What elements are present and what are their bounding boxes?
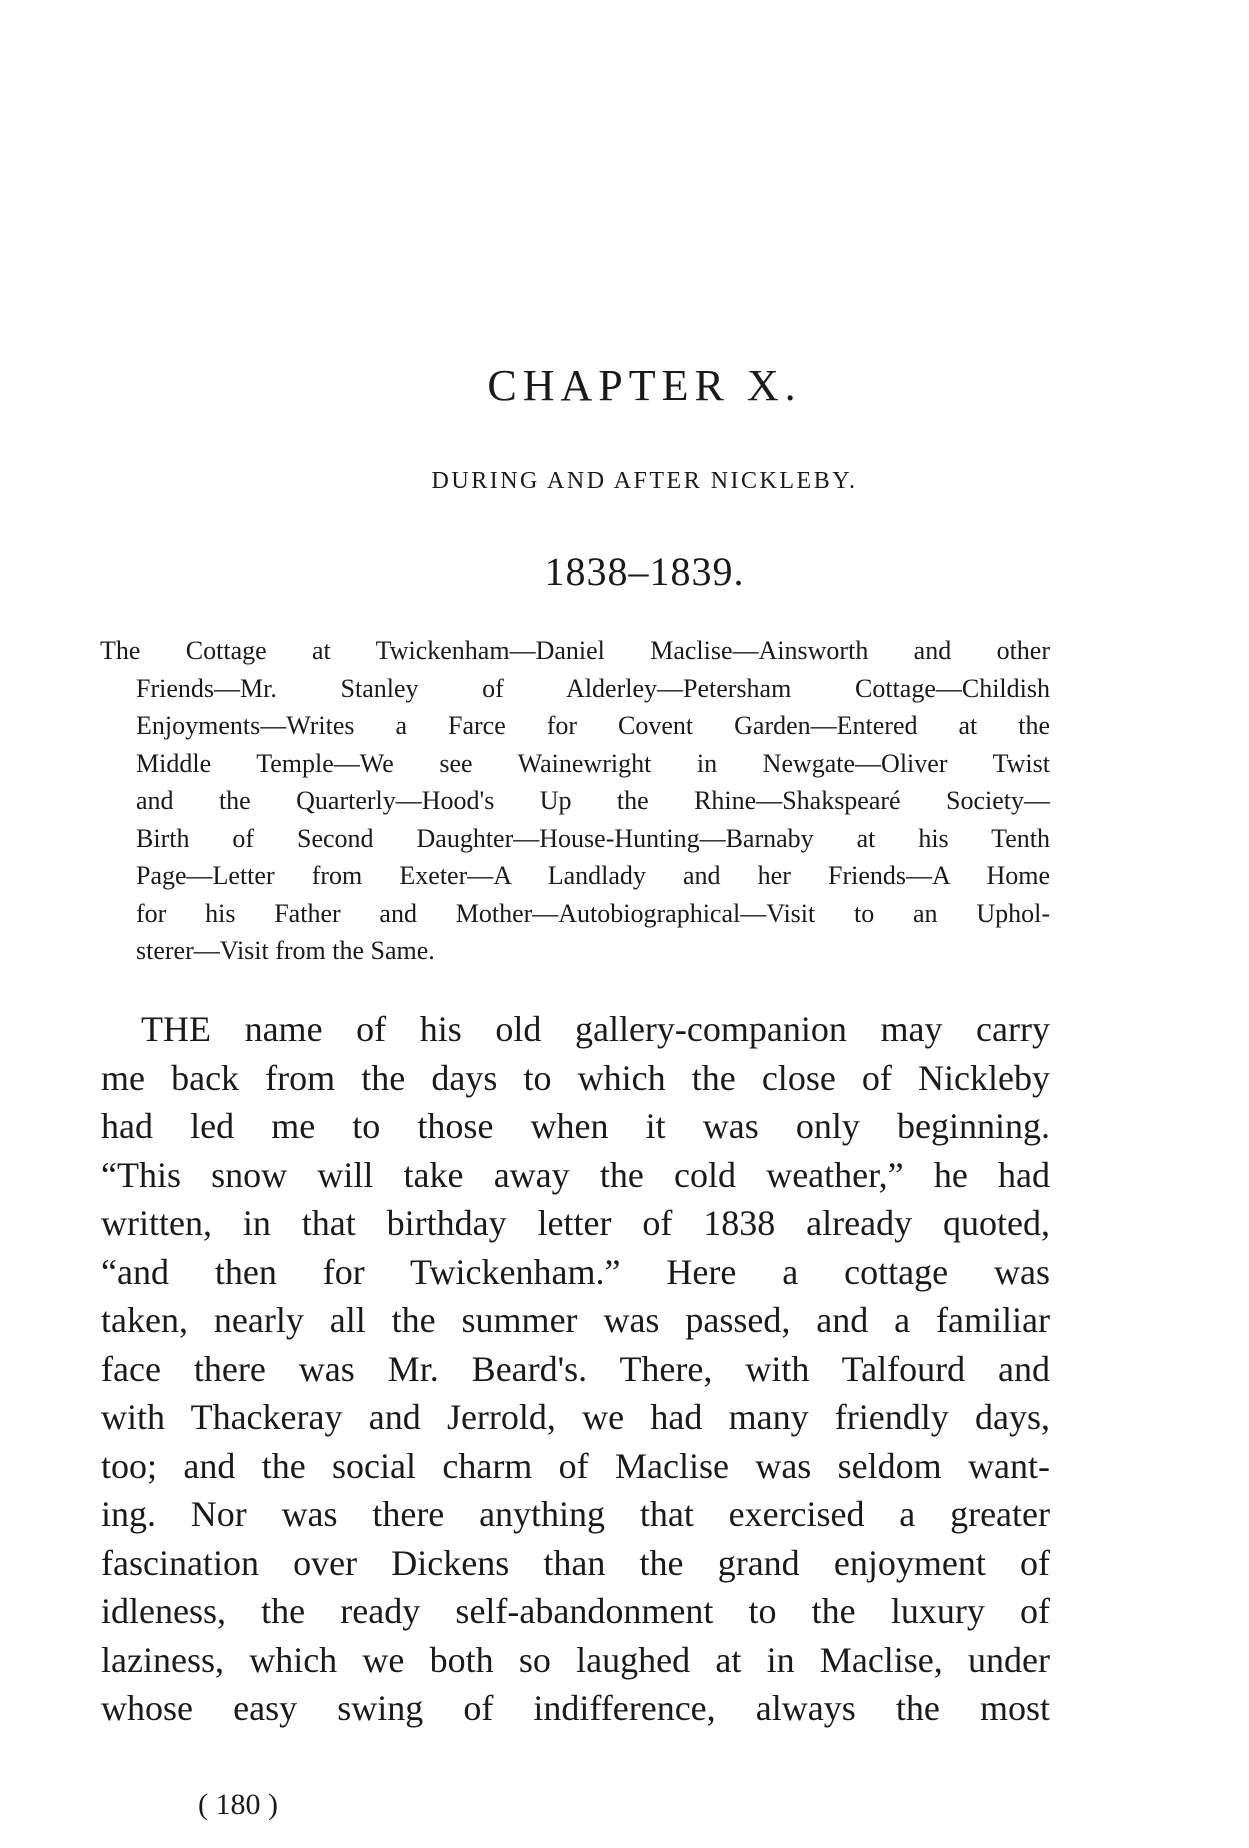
- synopsis-line: The Cottage at Twickenham—Daniel Maclise—Ainsworth and other: [100, 636, 1050, 665]
- chapter-synopsis: [100, 632, 1050, 970]
- body-line: whose easy swing of indifference, always the most: [101, 1688, 1050, 1728]
- synopsis-line: Middle Temple—We see Wainewright in Newgate—Oliver Twist: [136, 748, 1050, 778]
- body-line: taken, nearly all the summer was passed, and a familiar: [101, 1300, 1050, 1340]
- body-line: idleness, the ready self-abandonment to the luxury of: [101, 1591, 1050, 1631]
- body-line: me back from the days to which the close of Nickleby: [101, 1057, 1050, 1098]
- synopsis-line: sterer—Visit from the Same.: [136, 936, 435, 965]
- chapter-years: 1838–1839.: [544, 549, 745, 594]
- body-line: fascination over Dickens than the grand enjoyment of: [101, 1542, 1050, 1583]
- body-line: THE name of his old gallery-companion may carry: [141, 1009, 1050, 1049]
- synopsis-line: Birth of Second Daughter—House-Hunting—Barnaby at his Tenth: [136, 823, 1050, 853]
- body-line: written, in that birthday letter of 1838 already quoted,: [101, 1203, 1050, 1243]
- body-paragraph: [101, 1005, 1050, 1733]
- body-line: ing. Nor was there anything that exercised a greater: [101, 1494, 1050, 1534]
- body-line: too; and the social charm of Maclise was seldom want-: [101, 1445, 1050, 1486]
- page-number: ( 180 ): [198, 1788, 278, 1821]
- chapter-title: CHAPTER X.: [487, 361, 802, 410]
- body-line: “This snow will take away the cold weather,” he had: [101, 1154, 1050, 1195]
- synopsis-line: for his Father and Mother—Autobiographical—Visit to an Uphol-: [136, 898, 1050, 928]
- synopsis-line: Friends—Mr. Stanley of Alderley—Petersham Cottage—Childish: [136, 673, 1050, 703]
- synopsis-line: Page—Letter from Exeter—A Landlady and her Friends—A Home: [136, 861, 1050, 890]
- body-line: had led me to those when it was only beginning.: [101, 1106, 1050, 1146]
- body-line: “and then for Twickenham.” Here a cottage was: [101, 1251, 1050, 1292]
- body-line: with Thackeray and Jerrold, we had many friendly days,: [101, 1397, 1050, 1437]
- synopsis-line: and the Quarterly—Hood's Up the Rhine—Shakspearé Society—: [136, 786, 1050, 815]
- body-line: face there was Mr. Beard's. There, with Talfourd and: [101, 1348, 1050, 1389]
- synopsis-line: Enjoyments—Writes a Farce for Covent Garden—Entered at the: [136, 711, 1050, 740]
- body-line: laziness, which we both so laughed at in Maclise, under: [101, 1639, 1050, 1680]
- chapter-subtitle: DURING AND AFTER NICKLEBY.: [431, 468, 858, 494]
